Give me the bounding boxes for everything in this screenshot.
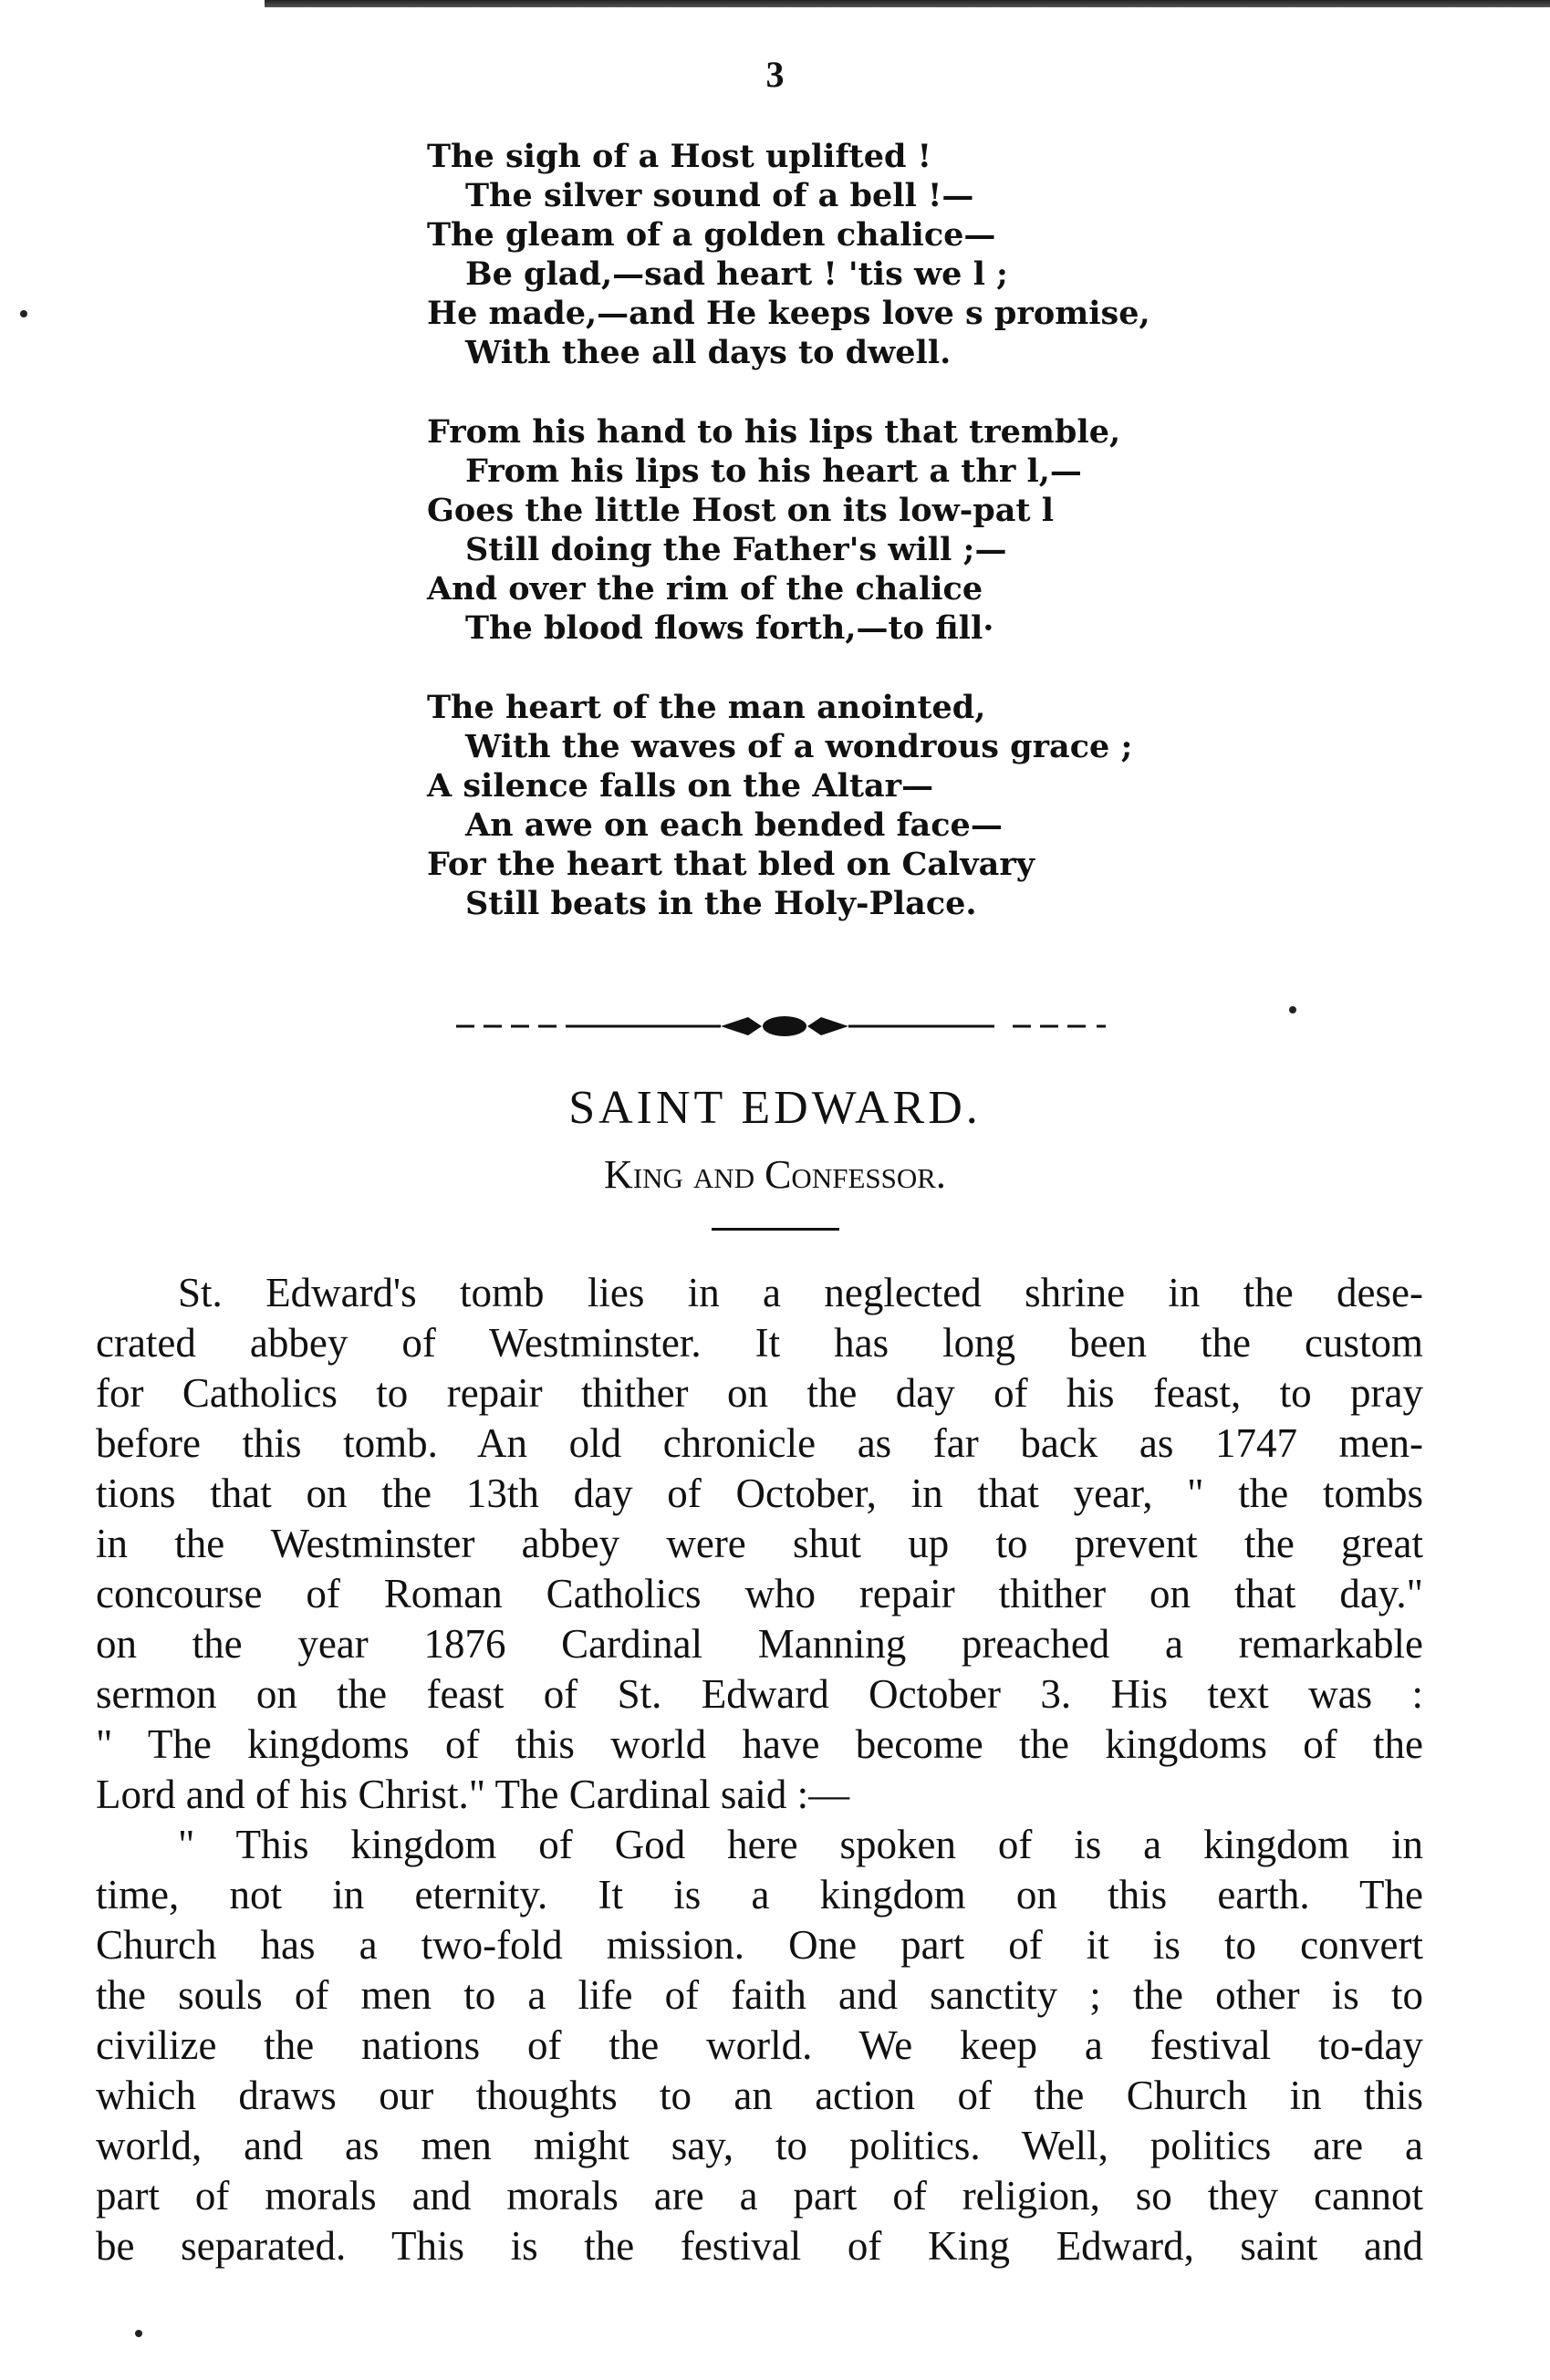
prose-line: concourse of Roman Catholics who repair thither on that day." xyxy=(96,1571,1423,1616)
prose-line: before this tomb. An old chronicle as far back as 1747 men- xyxy=(96,1420,1423,1466)
poem-stanza xyxy=(427,412,1248,648)
poem-line: The gleam of a golden chalice— xyxy=(427,216,996,254)
prose-line: tions that on the 13th day of October, in that year, " the tombs xyxy=(96,1471,1423,1516)
prose-line: time, not in eternity. It is a kingdom on this earth. The xyxy=(96,1872,1423,1918)
poem-line: Goes the little Host on its low-pat l xyxy=(427,492,1055,529)
prose-line: St. Edward's tomb lies in a neglected shrine in the dese- xyxy=(178,1270,1423,1315)
poem-line: With thee all days to dwell. xyxy=(465,334,952,371)
poem xyxy=(427,137,1248,963)
prose-line: part of morals and morals are a part of religion, so they cannot xyxy=(96,2173,1423,2219)
prose-line: on the year 1876 Cardinal Manning preached a remarkable xyxy=(96,1621,1423,1667)
poem-stanza xyxy=(427,137,1248,372)
poem-line: Still doing the Father's will ;— xyxy=(465,531,1007,568)
poem-stanza xyxy=(427,688,1248,923)
prose-line: crated abbey of Westminster. It has long been the custom xyxy=(96,1320,1423,1366)
poem-line: With the waves of a wondrous grace ; xyxy=(465,728,1133,765)
prose-line: civilize the nations of the world. We keep a festival to-day xyxy=(96,2022,1423,2068)
article-title: SAINT EDWARD. xyxy=(568,1082,982,1134)
prose-line: in the Westminster abbey were shut up to prevent the great xyxy=(96,1521,1423,1566)
prose-line: " This kingdom of God here spoken of is a kingdom in xyxy=(178,1822,1423,1867)
ornamental-divider xyxy=(447,1008,1122,1044)
prose-line: sermon on the feast of St. Edward October 3. His text was : xyxy=(96,1671,1423,1717)
heading-rule xyxy=(712,1228,839,1231)
page-number: 3 xyxy=(765,54,785,95)
poem-line: Still beats in the Holy-Place. xyxy=(465,885,977,922)
poem-line: The sigh of a Host uplifted ! xyxy=(427,138,931,175)
margin-speck xyxy=(20,310,27,317)
poem-line: Be glad,—sad heart ! 'tis we l ; xyxy=(465,255,1008,293)
prose-line: Lord and of his Christ." The Cardinal said :— xyxy=(96,1772,850,1817)
article-subtitle: King and Confessor. xyxy=(604,1152,946,1197)
poem-line: From his hand to his lips that tremble, xyxy=(427,413,1121,451)
poem-line: And over the rim of the chalice xyxy=(427,570,983,608)
poem-line: For the heart that bled on Calvary xyxy=(427,846,1035,883)
article-heading xyxy=(0,1076,1550,1231)
poem-line: The heart of the man anointed, xyxy=(427,689,986,726)
prose-line: Church has a two-fold mission. One part of it is to convert xyxy=(96,1922,1423,1968)
prose-line: world, and as men might say, to politics. Well, politics are a xyxy=(96,2123,1423,2168)
top-border-rule xyxy=(265,0,1550,7)
prose-line: for Catholics to repair thither on the day of his feast, to pray xyxy=(96,1370,1423,1416)
poem-line: A silence falls on the Altar— xyxy=(427,767,934,805)
prose-line: which draws our thoughts to an action of the Church in this xyxy=(96,2073,1423,2118)
poem-line: An awe on each bended face— xyxy=(465,806,1003,844)
article-body xyxy=(96,1268,1423,2271)
margin-speck xyxy=(135,2330,142,2337)
prose-line: the souls of men to a life of faith and sanctity ; the other is to xyxy=(96,1972,1423,2018)
prose-line: " The kingdoms of this world have become the kingdoms of the xyxy=(96,1721,1423,1767)
prose-line: be separated. This is the festival of King Edward, saint and xyxy=(96,2223,1423,2269)
poem-line: The silver sound of a bell !— xyxy=(465,177,974,214)
poem-line: He made,—and He keeps love s promise, xyxy=(427,295,1150,332)
poem-line: The blood flows forth,—to fill· xyxy=(465,609,994,647)
margin-speck xyxy=(1289,1006,1296,1013)
poem-line: From his lips to his heart a thr l,— xyxy=(465,452,1082,490)
